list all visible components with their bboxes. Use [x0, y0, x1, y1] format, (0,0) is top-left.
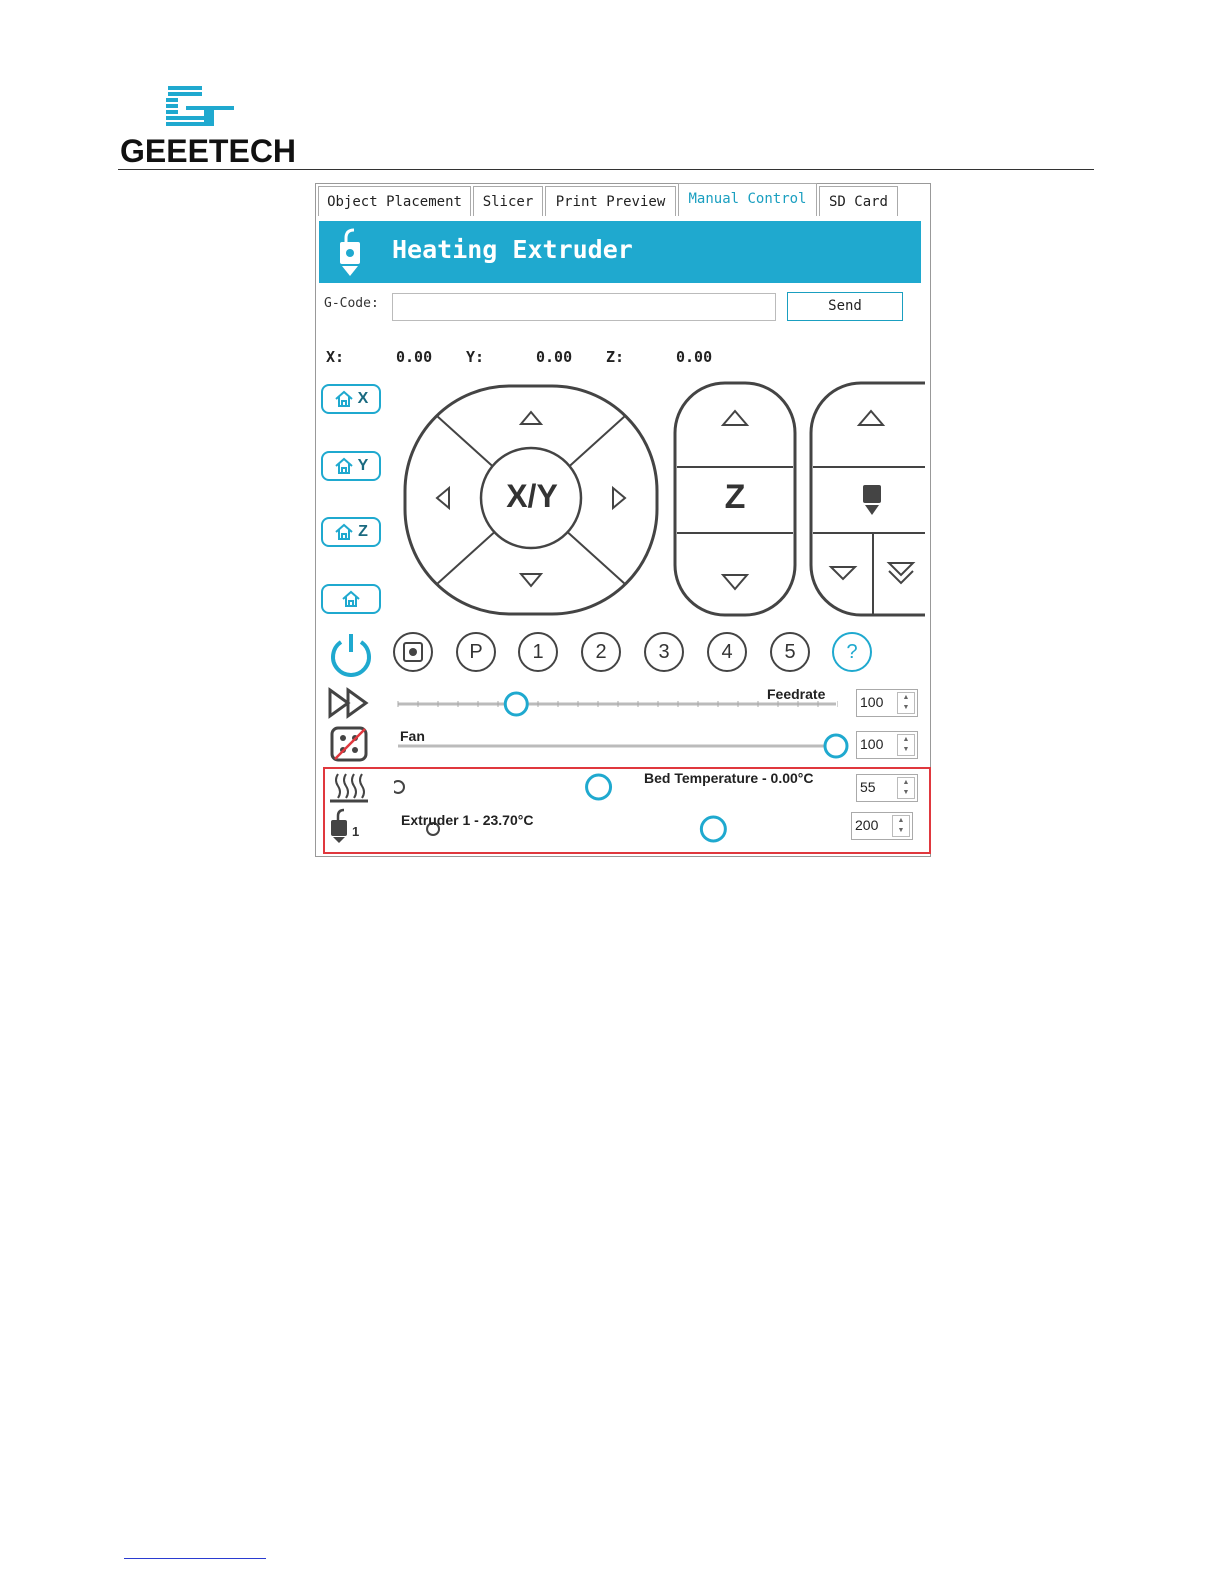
- fan-icon: [329, 725, 369, 763]
- tab-slicer[interactable]: Slicer: [473, 186, 543, 216]
- feedrate-slider-knob[interactable]: [505, 693, 527, 715]
- home-y-button[interactable]: [321, 451, 381, 481]
- footer-link-underline[interactable]: [124, 1558, 266, 1559]
- button-2[interactable]: 2: [581, 632, 621, 672]
- button-1[interactable]: 1: [518, 632, 558, 672]
- z-label: Z: [724, 478, 746, 516]
- button-5[interactable]: 5: [770, 632, 810, 672]
- bed-target-knob[interactable]: [587, 775, 611, 799]
- tab-manual-control[interactable]: Manual Control: [678, 183, 817, 216]
- gcode-label: G-Code:: [324, 296, 379, 311]
- extruder-temperature-spinbox[interactable]: [851, 812, 913, 840]
- fan-label: Fan: [400, 728, 425, 744]
- extruder-temperature-label: Extruder 1 - 23.70°C: [401, 812, 534, 828]
- help-button[interactable]: ?: [832, 632, 872, 672]
- tab-print-preview[interactable]: Print Preview: [545, 186, 676, 216]
- feedrate-spinbox[interactable]: [856, 689, 918, 717]
- brand-name: GEEETECH: [120, 133, 297, 169]
- extruder-jog-pad[interactable]: [809, 381, 925, 617]
- fan-slider-knob[interactable]: [825, 735, 847, 757]
- home-icon: [334, 523, 354, 541]
- extruder-index: 1: [352, 824, 360, 839]
- x-value: 0.00: [396, 348, 433, 366]
- extruder-temperature-value: 200: [855, 817, 879, 833]
- spin-arrows-icon[interactable]: ▲ ▼: [897, 777, 915, 799]
- y-label: Y:: [466, 348, 485, 366]
- home-all-button[interactable]: [321, 584, 381, 614]
- home-icon: [334, 457, 354, 475]
- home-z-label: Z: [358, 523, 368, 540]
- tab-sd-card[interactable]: SD Card: [819, 186, 898, 216]
- spin-arrows-icon[interactable]: ▲ ▼: [897, 692, 915, 714]
- extruder-target-knob[interactable]: [701, 817, 725, 841]
- home-icon: [341, 590, 361, 608]
- stop-button[interactable]: [393, 632, 433, 672]
- send-button[interactable]: Send: [787, 292, 903, 321]
- gcode-input[interactable]: [392, 293, 776, 321]
- power-icon[interactable]: [327, 630, 375, 678]
- home-x-button[interactable]: [321, 384, 381, 414]
- button-4[interactable]: 4: [707, 632, 747, 672]
- fan-value: 100: [860, 736, 884, 752]
- bed-temperature-label: Bed Temperature - 0.00°C: [644, 770, 814, 786]
- feedrate-value: 100: [860, 694, 884, 710]
- extruder-small-icon: [328, 808, 352, 844]
- tab-object-placement[interactable]: Object Placement: [318, 186, 471, 216]
- feedrate-label: Feedrate: [767, 686, 826, 702]
- z-value: 0.00: [676, 348, 713, 366]
- spin-arrows-icon[interactable]: ▲ ▼: [897, 734, 915, 756]
- bed-temperature-value: 55: [860, 779, 876, 795]
- fan-spinbox[interactable]: [856, 731, 918, 759]
- fan-slider[interactable]: [396, 732, 850, 760]
- heated-bed-icon: [328, 770, 370, 804]
- bed-current-marker: [394, 781, 404, 793]
- banner-title: Heating Extruder: [392, 235, 633, 264]
- extruder-icon: [332, 226, 368, 280]
- home-z-button[interactable]: [321, 517, 381, 547]
- header-divider: [118, 169, 1094, 170]
- button-3[interactable]: 3: [644, 632, 684, 672]
- xy-label: X/Y: [506, 478, 558, 514]
- y-value: 0.00: [536, 348, 573, 366]
- fast-forward-icon: [327, 687, 371, 719]
- bed-temperature-spinbox[interactable]: [856, 774, 918, 802]
- home-x-label: X: [357, 390, 369, 407]
- z-label: Z:: [606, 348, 625, 366]
- p-button[interactable]: P: [456, 632, 496, 672]
- home-icon: [334, 390, 354, 408]
- spin-arrows-icon[interactable]: ▲ ▼: [892, 815, 910, 837]
- x-label: X:: [326, 348, 345, 366]
- home-y-label: Y: [357, 457, 369, 474]
- disk-icon: [402, 641, 424, 663]
